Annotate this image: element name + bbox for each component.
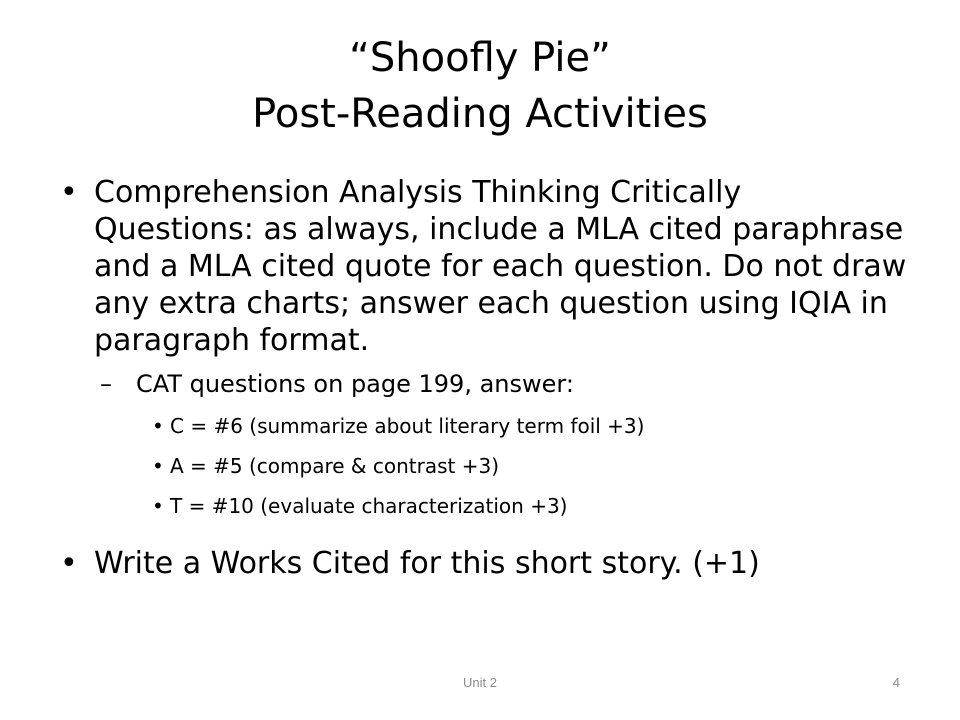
slide-title [60, 30, 900, 142]
dash-icon: – [100, 370, 112, 398]
bullet-works-cited-text: Write a Works Cited for this short story. (+1) [94, 546, 760, 581]
bullet-works-cited [60, 545, 910, 582]
bullet-dot-icon: • [152, 454, 164, 478]
bullet-dot-icon: • [60, 175, 78, 210]
sub-sub-bullet-t-text: T = #10 (evaluate characterization +3) [170, 494, 568, 518]
bullet-dot-icon: • [152, 494, 164, 518]
sub-bullet-cat-text: CAT questions on page 199, answer: [136, 370, 574, 398]
sub-sub-bullet-a-text: A = #5 (compare & contrast +3) [170, 454, 499, 478]
sub-sub-bullet-t [60, 493, 910, 519]
sub-sub-bullet-c-text: C = #6 (summarize about literary term foil +3) [170, 414, 645, 438]
footer-unit-label: Unit 2 [463, 675, 497, 690]
bullet-dot-icon: • [152, 414, 164, 438]
sub-sub-bullet-c [60, 413, 910, 439]
bullet-comprehension-text: Comprehension Analysis Thinking Critically Questions: as always, include a MLA cited paraphrase and a MLA cited quote for each question. Do not draw any extra charts; answer each question using IQIA in paragraph format. [94, 175, 907, 358]
sub-sub-bullet-a [60, 453, 910, 479]
footer-page-number: 4 [892, 675, 900, 690]
bullet-dot-icon: • [60, 546, 78, 581]
slide-content [60, 174, 910, 592]
bullet-comprehension [60, 174, 910, 359]
sub-bullet-cat-questions [60, 369, 910, 399]
title-line-1: “Shoofly Pie” [349, 35, 611, 81]
title-line-2: Post-Reading Activities [252, 91, 708, 137]
